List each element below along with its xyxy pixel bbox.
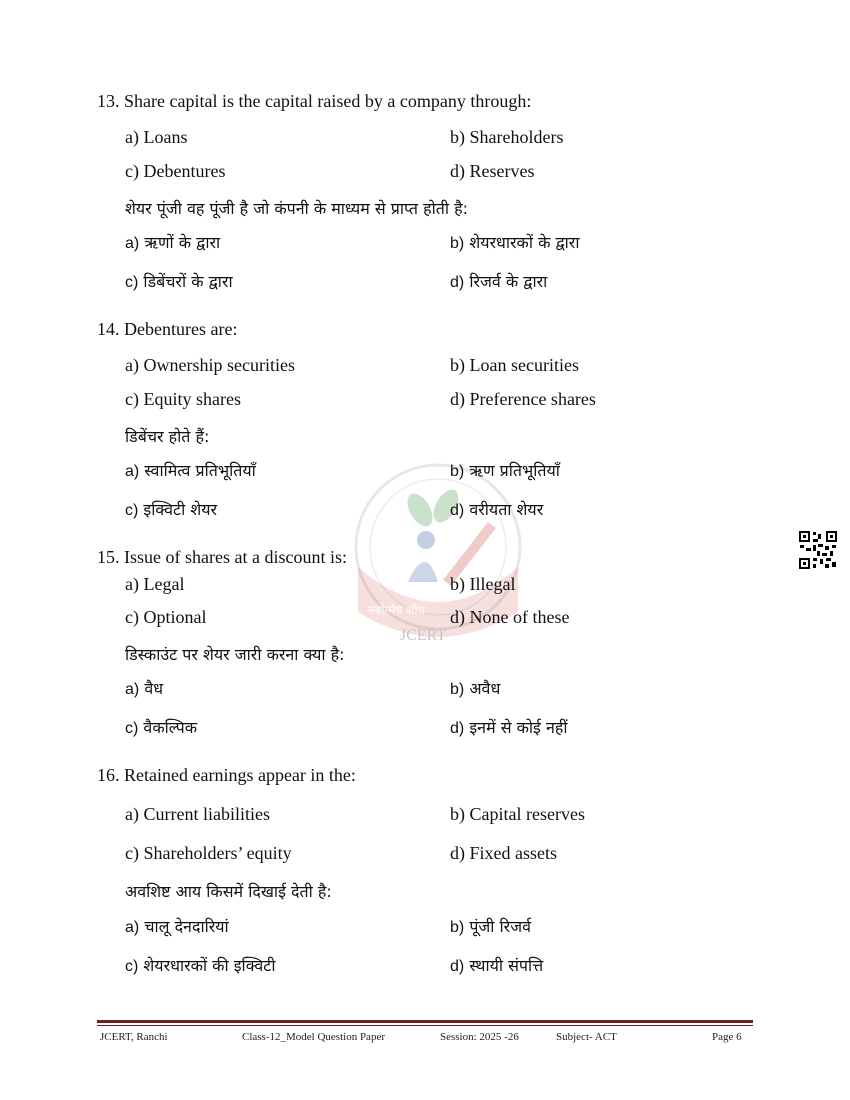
- footer-subject: Subject- ACT: [556, 1031, 617, 1043]
- q16-hindi-option-d: d) स्थायी संपत्ति: [450, 956, 544, 975]
- q14-hindi-option-b: b) ऋण प्रतिभूतियाँ: [450, 461, 560, 480]
- q16-option-c: c) Shareholders’ equity: [125, 843, 292, 863]
- q15-option-c: c) Optional: [125, 607, 207, 627]
- q14-hindi-option-c: c) इक्विटी शेयर: [125, 500, 218, 519]
- q13-hindi-option-c: c) डिबेंचरों के द्वारा: [125, 272, 233, 291]
- q14-hindi-option-a: a) स्वामित्व प्रतिभूतियाँ: [125, 461, 256, 480]
- watermark-caption: नवोन्मेष शोध: [368, 603, 425, 617]
- q16-hindi-option-c: c) शेयरधारकों की इक्विटी: [125, 956, 276, 975]
- question-14-text: 14. Debentures are:: [97, 319, 238, 339]
- footer-rule: [97, 1020, 753, 1023]
- q15-hindi-question: डिस्काउंट पर शेयर जारी करना क्या है:: [125, 645, 345, 664]
- q13-hindi-option-a: a) ऋणों के द्वारा: [125, 233, 221, 252]
- q16-hindi-option-a: a) चालू देनदारियां: [125, 917, 229, 936]
- q15-hindi-option-b: b) अवैध: [450, 679, 501, 698]
- q13-option-c: c) Debentures: [125, 161, 226, 181]
- q14-option-d: d) Preference shares: [450, 389, 596, 409]
- q14-hindi-option-d: d) वरीयता शेयर: [450, 500, 544, 519]
- q13-option-d: d) Reserves: [450, 161, 535, 181]
- q15-hindi-option-c: c) वैकल्पिक: [125, 718, 197, 737]
- q13-option-a: a) Loans: [125, 127, 188, 147]
- q16-hindi-option-b: b) पूंजी रिजर्व: [450, 917, 531, 936]
- footer-paper: Class-12_Model Question Paper: [242, 1031, 385, 1043]
- footer-session: Session: 2025 -26: [440, 1031, 519, 1043]
- watermark-brand: JCERT: [400, 627, 447, 644]
- q15-hindi-option-a: a) वैध: [125, 679, 164, 698]
- q14-option-b: b) Loan securities: [450, 355, 579, 375]
- footer-page-number: Page 6: [712, 1031, 742, 1043]
- question-13-text: 13. Share capital is the capital raised by a company through:: [97, 91, 532, 111]
- q14-hindi-question: डिबेंचर होते हैं:: [125, 427, 210, 446]
- question-16-text: 16. Retained earnings appear in the:: [97, 765, 356, 785]
- q15-hindi-option-d: d) इनमें से कोई नहीं: [450, 718, 568, 737]
- q13-hindi-option-b: b) शेयरधारकों के द्वारा: [450, 233, 580, 252]
- footer-org: JCERT, Ranchi: [100, 1031, 168, 1043]
- q16-option-b: b) Capital reserves: [450, 804, 585, 824]
- q15-option-d: d) None of these: [450, 607, 570, 627]
- q13-option-b: b) Shareholders: [450, 127, 564, 147]
- q14-option-a: a) Ownership securities: [125, 355, 295, 375]
- q16-option-d: d) Fixed assets: [450, 843, 557, 863]
- q16-hindi-question: अवशिष्ट आय किसमें दिखाई देती है:: [125, 882, 332, 901]
- q15-option-b: b) Illegal: [450, 574, 516, 594]
- q14-option-c: c) Equity shares: [125, 389, 241, 409]
- q15-option-a: a) Legal: [125, 574, 185, 594]
- footer-rule-thin: [97, 1025, 753, 1026]
- qr-code-icon: [798, 530, 838, 570]
- q13-hindi-option-d: d) रिजर्व के द्वारा: [450, 272, 548, 291]
- q13-hindi-question: शेयर पूंजी वह पूंजी है जो कंपनी के माध्यम से प्राप्त होती है:: [125, 199, 469, 218]
- question-15-text: 15. Issue of shares at a discount is:: [97, 547, 347, 567]
- q16-option-a: a) Current liabilities: [125, 804, 270, 824]
